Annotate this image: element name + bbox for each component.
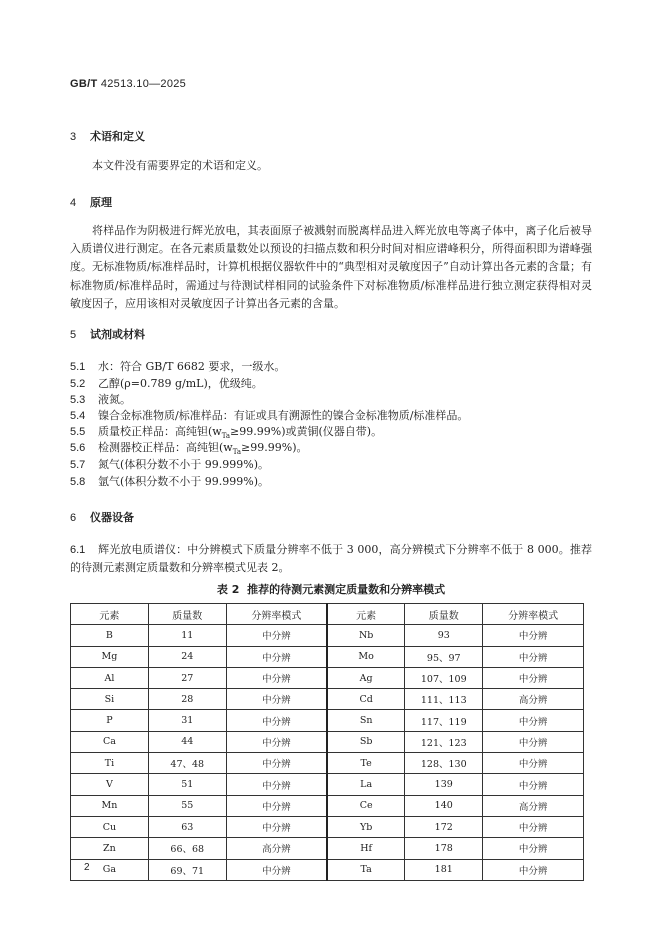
table-cell: 172 <box>405 816 483 837</box>
item-number: 6.1 <box>70 544 86 556</box>
item-text: 氩气(体积分数不小于 99.999%)。 <box>98 475 270 488</box>
item-text: 辉光放电质谱仪：中分辨模式下质量分辨率不低于 3 000，高分辨模式下分辨率不低于 8 000。推荐的待测元素测定质量数和分辨率模式见表 2。 <box>70 543 592 575</box>
table-cell: 中分辨 <box>226 625 327 646</box>
item-number: 5.3 <box>70 394 86 406</box>
item-number: 5.8 <box>70 476 86 488</box>
table-cell: 139 <box>405 774 483 795</box>
table-cell: 31 <box>148 710 226 731</box>
section-title: 术语和定义 <box>90 130 145 143</box>
table-cell: 中分辨 <box>483 753 584 774</box>
table-cell: 24 <box>148 646 226 667</box>
table-row <box>71 816 584 837</box>
subscript: Ta <box>221 432 231 441</box>
table-cell: Yb <box>327 816 405 837</box>
section-title: 试剂或材料 <box>90 328 145 341</box>
table-cell: 93 <box>405 625 483 646</box>
item-number: 5.7 <box>70 459 86 471</box>
table-cell: Nb <box>327 625 405 646</box>
table-cell: 28 <box>148 689 226 710</box>
table-cell: 中分辨 <box>226 646 327 667</box>
table-cell: 中分辨 <box>226 859 327 880</box>
section-4-body: 将样品作为阴极进行辉光放电，其表面原子被溅射而脱离样品进入辉光放电等离子体中，离子化后被导入质谱仪进行测定。在各元素质量数处以预设的扫描点数和积分时间对相应谱峰积分，所得面积即为谱峰强度。无标准物质/标准样品时，计算机根据仪器软件中的“典型相对灵敏度因子”自动计算出各元素的含量；有标准物质/标准样品时，需通过与待测试样相同的试验条件下对标准物质/标准样品进行独立测定获得相对灵敏度因子，应用该相对灵敏度因子计算出各元素的含量。 <box>70 224 592 310</box>
table-cell: Sb <box>327 731 405 752</box>
table-cell: 107、109 <box>405 667 483 688</box>
standard-prefix: GB/T <box>70 78 98 90</box>
table-cell: Si <box>71 689 149 710</box>
table-cell: Ga <box>71 859 149 880</box>
standard-number: 42513.10—2025 <box>100 78 187 90</box>
item-text: 水：符合 GB/T 6682 要求，一级水。 <box>98 360 286 373</box>
table-cell: 中分辨 <box>226 753 327 774</box>
table-cell: 55 <box>148 795 226 816</box>
table-cell: 中分辨 <box>226 816 327 837</box>
table-cell: 中分辨 <box>226 731 327 752</box>
section-6-body <box>70 541 592 577</box>
table-cell: Al <box>71 667 149 688</box>
item-number: 5.4 <box>70 410 86 422</box>
table-cell: Ag <box>327 667 405 688</box>
item-number: 5.1 <box>70 361 86 373</box>
column-header: 分辨率模式 <box>483 604 584 625</box>
section-3-heading <box>70 128 145 144</box>
item-text: ≥99.99%)。 <box>241 441 308 454</box>
table-row <box>71 667 584 688</box>
table-cell: 66、68 <box>148 838 226 859</box>
item-number: 5.5 <box>70 426 86 438</box>
section-title: 原理 <box>90 196 112 209</box>
table-cell: 11 <box>148 625 226 646</box>
item-text: 乙醇(ρ=0.789 g/mL)，优级纯。 <box>98 377 263 390</box>
table-cell: 高分辨 <box>226 838 327 859</box>
table-cell: Hf <box>327 838 405 859</box>
item-text: ≥99.99%)或黄铜(仪器自带)。 <box>230 425 383 438</box>
section-number: 6 <box>70 512 77 524</box>
table-cell: 中分辨 <box>483 774 584 795</box>
table-cell: 44 <box>148 731 226 752</box>
item-text: 镍合金标准物质/标准样品：有证或具有溯源性的镍合金标准物质/标准样品。 <box>98 409 469 422</box>
table-cell: 高分辨 <box>483 795 584 816</box>
table-cell: 51 <box>148 774 226 795</box>
table-cell: 140 <box>405 795 483 816</box>
table-cell: 中分辨 <box>226 795 327 816</box>
table-cell: 69、71 <box>148 859 226 880</box>
table-cell: Cd <box>327 689 405 710</box>
table-row <box>71 625 584 646</box>
table-row <box>71 753 584 774</box>
section-number: 3 <box>70 131 77 143</box>
table-cell: 中分辨 <box>226 689 327 710</box>
table-cell: 128、130 <box>405 753 483 774</box>
table-cell: 27 <box>148 667 226 688</box>
column-header: 质量数 <box>148 604 226 625</box>
table-cell: 117、119 <box>405 710 483 731</box>
table-row <box>71 646 584 667</box>
section-3-body: 本文件没有需要界定的术语和定义。 <box>92 159 268 172</box>
table-cell: 63 <box>148 816 226 837</box>
table-cell: 178 <box>405 838 483 859</box>
table-cell: Ta <box>327 859 405 880</box>
section-5-heading <box>70 326 145 342</box>
subscript: Ta <box>232 448 242 457</box>
table-cell: Zn <box>71 838 149 859</box>
column-header: 分辨率模式 <box>226 604 327 625</box>
section-6-heading <box>70 509 134 525</box>
item-text: 质量校正样品：高纯钽(w <box>98 425 222 438</box>
table-label: 表 2 <box>216 583 240 596</box>
table-cell: 中分辨 <box>483 646 584 667</box>
item-text: 氮气(体积分数不小于 99.999%)。 <box>98 458 270 471</box>
table-cell: 111、113 <box>405 689 483 710</box>
table-cell: 中分辨 <box>483 838 584 859</box>
list-item <box>70 457 592 473</box>
table-cell: B <box>71 625 149 646</box>
table-cell: 中分辨 <box>483 625 584 646</box>
list-item <box>70 359 592 375</box>
item-text: 液氮。 <box>98 393 131 406</box>
table-cell: Ti <box>71 753 149 774</box>
page-number: 2 <box>84 862 90 873</box>
column-header: 质量数 <box>405 604 483 625</box>
table-cell: Ca <box>71 731 149 752</box>
item-number: 5.6 <box>70 442 86 454</box>
table-cell: Mo <box>327 646 405 667</box>
table-cell: 中分辨 <box>483 816 584 837</box>
table-cell: 中分辨 <box>483 731 584 752</box>
section-number: 4 <box>70 197 77 209</box>
table-cell: 中分辨 <box>483 710 584 731</box>
table-cell: 中分辨 <box>226 710 327 731</box>
table-cell: Sn <box>327 710 405 731</box>
list-item <box>70 376 592 392</box>
table-row <box>71 710 584 731</box>
table-cell: V <box>71 774 149 795</box>
table-row <box>71 838 584 859</box>
table-cell: 中分辨 <box>483 859 584 880</box>
list-item <box>70 408 592 424</box>
item-number: 5.2 <box>70 378 86 390</box>
table-cell: 121、123 <box>405 731 483 752</box>
table-cell: 95、97 <box>405 646 483 667</box>
table-cell: 中分辨 <box>226 774 327 795</box>
list-item <box>70 474 592 490</box>
table-title: 推荐的待测元素测定质量数和分辨率模式 <box>247 583 446 596</box>
table-cell: 高分辨 <box>483 689 584 710</box>
table-cell: Mn <box>71 795 149 816</box>
table-cell: 中分辨 <box>483 667 584 688</box>
list-item <box>70 392 592 408</box>
table-cell: Mg <box>71 646 149 667</box>
table-cell: Te <box>327 753 405 774</box>
section-title: 仪器设备 <box>90 511 134 524</box>
item-text: 检测器校正样品：高纯钽(w <box>98 441 233 454</box>
column-header: 元素 <box>327 604 405 625</box>
section-4-heading <box>70 194 112 210</box>
resolution-table <box>70 603 584 881</box>
table-cell: 47、48 <box>148 753 226 774</box>
table-cell: Cu <box>71 816 149 837</box>
table-cell: 中分辨 <box>226 667 327 688</box>
table-cell: P <box>71 710 149 731</box>
table-cell: 181 <box>405 859 483 880</box>
table-row <box>71 774 584 795</box>
table-row <box>71 731 584 752</box>
table-row <box>71 795 584 816</box>
table-cell: Ce <box>327 795 405 816</box>
section-number: 5 <box>70 329 77 341</box>
table-header-row <box>71 604 584 625</box>
table-cell: La <box>327 774 405 795</box>
column-header: 元素 <box>71 604 149 625</box>
document-header <box>70 78 186 90</box>
table-row <box>71 689 584 710</box>
table-row <box>71 859 584 880</box>
table-caption <box>70 581 592 597</box>
